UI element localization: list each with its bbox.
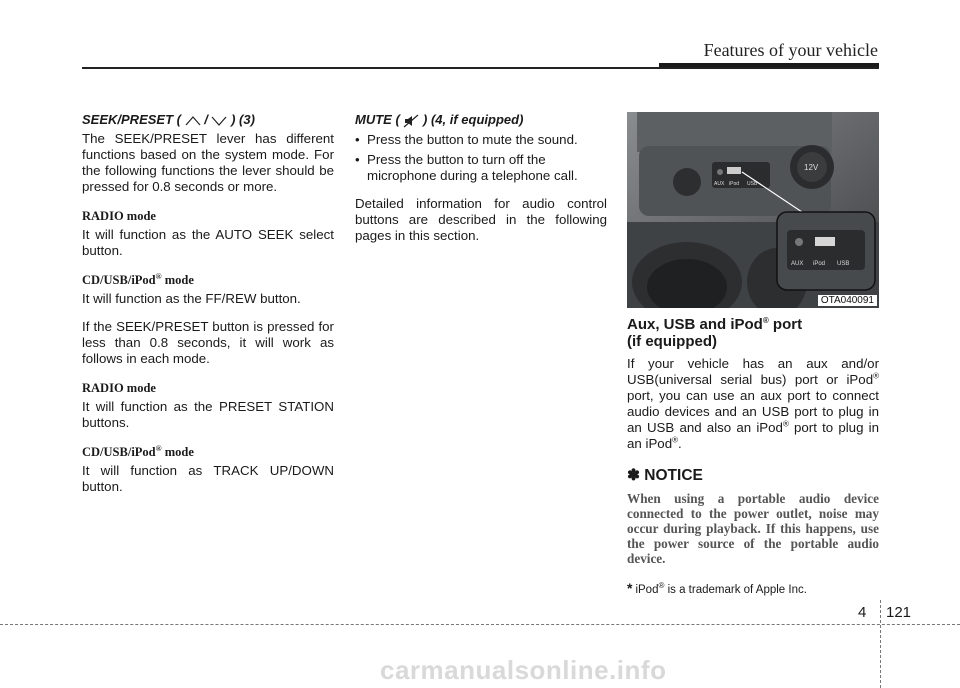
inset-label-usb: USB [837,261,850,267]
column-left [82,112,334,507]
photo-label-ipod: iPod [729,181,740,187]
cd-mode-text-2: It will function as TRACK UP/DOWN button. [82,463,334,494]
list-item: • Press the button to turn off the microphone during a telephone call. [355,152,607,184]
radio-mode-text: It will function as the AUTO SEEK select button. [82,227,334,258]
footer-vertical-rule [880,600,881,688]
cd-mode-text: It will function as the FF/REW button. [82,291,301,306]
mute-heading: MUTE ( ) (4, if equipped) [355,112,524,127]
detail-text: Detailed information for audio control buttons are described in the following pages in this section. [355,195,607,243]
chevron-up-icon [185,116,201,126]
photo-label-12v: 12V [804,163,819,172]
notice-heading: ✽ NOTICE [627,467,703,484]
aux-usb-port-photo [627,112,879,308]
short-press-text: If the SEEK/PRESET button is pressed for less than 0.8 seconds, it will work as follows in each mode. [82,319,334,366]
column-right [627,112,879,596]
photo-label-aux: AUX [714,181,725,187]
inset-label-ipod: iPod [813,261,826,267]
chapter-number: 4 [858,604,867,621]
mute-bullet-list [355,132,607,184]
page-header-title: Features of your vehicle [703,40,878,60]
seek-intro-text: The SEEK/PRESET lever has different functions based on the system mode. For the following functions the lever should be pressed for 0.8 seconds or more. [82,131,334,194]
port-section-title: Aux, USB and iPod® port (if equipped) [627,316,803,350]
page-number: 121 [886,604,912,621]
seek-preset-heading: SEEK/PRESET ( / ) (3) [82,112,255,127]
trademark-note: * iPod® is a trademark of Apple Inc. [627,580,807,596]
inset-label-aux: AUX [791,261,804,267]
column-middle [355,112,607,256]
radio-mode-heading: RADIO mode [82,209,156,223]
radio-mode-text-2: It will function as the PRESET STATION buttons. [82,399,334,430]
cd-usb-ipod-mode-heading: CD/USB/iPod® mode [82,271,194,287]
footer-rule [0,624,960,625]
cd-usb-ipod-mode-heading-2: CD/USB/iPod® mode [82,443,194,459]
photo-label-usb: USB [747,181,758,187]
radio-mode-heading-2: RADIO mode [82,381,156,395]
notice-body: When using a portable audio device connected to the power outlet, noise may occur during playback. If this happens, use the power source of the portable audio device. [627,491,879,566]
photo-code-label: OTA040091 [818,295,877,306]
port-description: If your vehicle has an aux and/or USB(universal serial bus) port or iPod® port, you can use an aux port to connect audio devices and an USB port to plug in an USB and also an iPod® port to plug in an iPod®. [627,356,879,451]
mute-speaker-icon [403,114,419,128]
watermark: carmanualsonline.info [380,655,667,685]
header-rule [82,67,879,69]
list-item: • Press the button to mute the sound. [355,132,607,148]
chevron-down-icon [211,116,227,126]
console-illustration [627,112,879,308]
